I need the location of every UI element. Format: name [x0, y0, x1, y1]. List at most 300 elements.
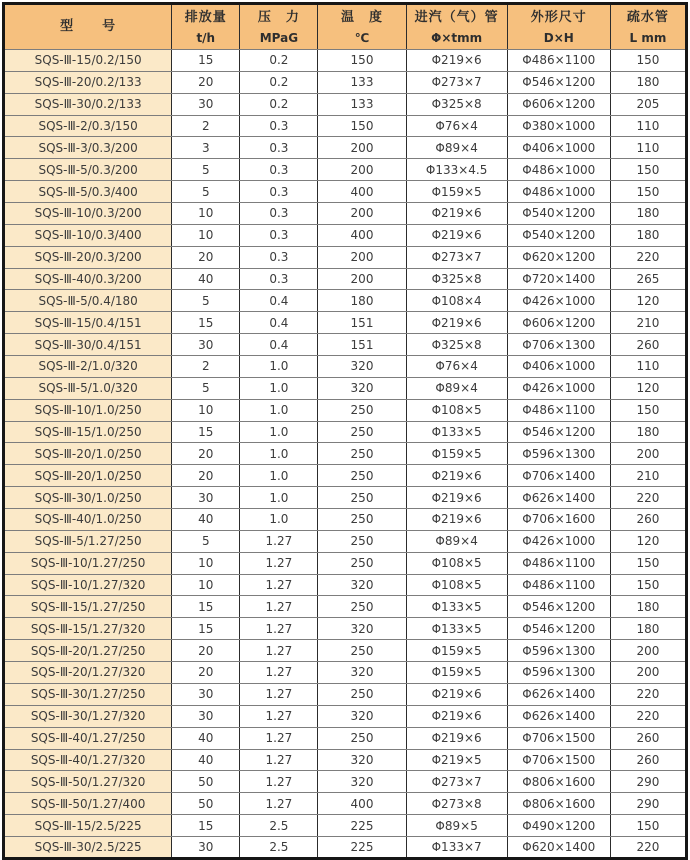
- cell-inlet_pipe: Φ219×6: [406, 50, 507, 72]
- cell-inlet_pipe: Φ219×6: [406, 203, 507, 225]
- col-header-drain-pipe: [610, 4, 686, 50]
- table-row: [4, 334, 687, 356]
- cell-model: SQS-Ⅲ-30/0.2/133: [4, 93, 172, 115]
- cell-inlet_pipe: Φ133×7: [406, 836, 507, 858]
- cell-temperature: 250: [318, 509, 406, 531]
- cell-capacity: 5: [172, 181, 240, 203]
- cell-capacity: 15: [172, 421, 240, 443]
- cell-pressure: 1.0: [240, 421, 318, 443]
- cell-temperature: 320: [318, 618, 406, 640]
- cell-inlet_pipe: Φ273×7: [406, 771, 507, 793]
- cell-temperature: 250: [318, 399, 406, 421]
- cell-model: SQS-Ⅲ-5/1.0/320: [4, 377, 172, 399]
- cell-pressure: 1.27: [240, 640, 318, 662]
- cell-pressure: 1.27: [240, 705, 318, 727]
- cell-temperature: 320: [318, 662, 406, 684]
- cell-inlet_pipe: Φ219×6: [406, 224, 507, 246]
- cell-drain_pipe: 180: [610, 596, 686, 618]
- cell-dimensions: Φ606×1200: [507, 93, 610, 115]
- cell-dimensions: Φ596×1300: [507, 662, 610, 684]
- cell-capacity: 15: [172, 50, 240, 72]
- cell-dimensions: Φ546×1200: [507, 421, 610, 443]
- table-row: [4, 530, 687, 552]
- cell-drain_pipe: 260: [610, 749, 686, 771]
- cell-inlet_pipe: Φ219×6: [406, 705, 507, 727]
- cell-drain_pipe: 220: [610, 487, 686, 509]
- cell-drain_pipe: 150: [610, 399, 686, 421]
- cell-capacity: 5: [172, 290, 240, 312]
- cell-drain_pipe: 110: [610, 115, 686, 137]
- cell-pressure: 1.0: [240, 356, 318, 378]
- cell-temperature: 250: [318, 552, 406, 574]
- cell-temperature: 320: [318, 574, 406, 596]
- cell-pressure: 0.3: [240, 268, 318, 290]
- cell-temperature: 133: [318, 71, 406, 93]
- table-row: [4, 749, 687, 771]
- cell-dimensions: Φ706×1300: [507, 334, 610, 356]
- cell-pressure: 0.2: [240, 50, 318, 72]
- table-row: [4, 290, 687, 312]
- cell-capacity: 15: [172, 312, 240, 334]
- cell-capacity: 5: [172, 159, 240, 181]
- cell-dimensions: Φ806×1600: [507, 771, 610, 793]
- col-header-inlet-pipe-unit: Φ×tmm: [431, 30, 483, 45]
- cell-inlet_pipe: Φ159×5: [406, 662, 507, 684]
- cell-drain_pipe: 220: [610, 836, 686, 858]
- cell-temperature: 400: [318, 793, 406, 815]
- cell-model: SQS-Ⅲ-15/2.5/225: [4, 815, 172, 837]
- cell-pressure: 0.3: [240, 159, 318, 181]
- cell-dimensions: Φ626×1400: [507, 487, 610, 509]
- cell-inlet_pipe: Φ89×4: [406, 530, 507, 552]
- col-header-dimensions-unit: D×H: [543, 30, 574, 45]
- cell-temperature: 150: [318, 115, 406, 137]
- cell-capacity: 10: [172, 224, 240, 246]
- cell-drain_pipe: 290: [610, 771, 686, 793]
- cell-drain_pipe: 200: [610, 662, 686, 684]
- cell-inlet_pipe: Φ108×5: [406, 399, 507, 421]
- table-row: [4, 312, 687, 334]
- cell-capacity: 50: [172, 793, 240, 815]
- cell-drain_pipe: 150: [610, 159, 686, 181]
- cell-pressure: 0.3: [240, 224, 318, 246]
- cell-drain_pipe: 290: [610, 793, 686, 815]
- cell-temperature: 151: [318, 312, 406, 334]
- col-header-dimensions: [507, 4, 610, 50]
- cell-capacity: 30: [172, 836, 240, 858]
- table-row: [4, 574, 687, 596]
- cell-model: SQS-Ⅲ-5/1.27/250: [4, 530, 172, 552]
- cell-inlet_pipe: Φ133×5: [406, 596, 507, 618]
- cell-capacity: 30: [172, 93, 240, 115]
- cell-model: SQS-Ⅲ-40/0.3/200: [4, 268, 172, 290]
- col-header-capacity-unit: t/h: [196, 30, 216, 45]
- cell-dimensions: Φ486×1000: [507, 181, 610, 203]
- cell-dimensions: Φ406×1000: [507, 137, 610, 159]
- cell-pressure: 1.0: [240, 377, 318, 399]
- cell-capacity: 15: [172, 815, 240, 837]
- cell-inlet_pipe: Φ219×6: [406, 312, 507, 334]
- cell-temperature: 200: [318, 203, 406, 225]
- table-row: [4, 159, 687, 181]
- cell-pressure: 0.3: [240, 203, 318, 225]
- cell-drain_pipe: 150: [610, 552, 686, 574]
- cell-temperature: 400: [318, 224, 406, 246]
- cell-pressure: 1.27: [240, 530, 318, 552]
- cell-drain_pipe: 210: [610, 312, 686, 334]
- table-row: [4, 50, 687, 72]
- cell-capacity: 10: [172, 203, 240, 225]
- table-row: [4, 203, 687, 225]
- cell-inlet_pipe: Φ273×7: [406, 246, 507, 268]
- cell-pressure: 1.27: [240, 793, 318, 815]
- table-row: [4, 683, 687, 705]
- cell-inlet_pipe: Φ159×5: [406, 443, 507, 465]
- cell-capacity: 10: [172, 399, 240, 421]
- cell-inlet_pipe: Φ219×6: [406, 465, 507, 487]
- cell-model: SQS-Ⅲ-15/1.27/320: [4, 618, 172, 640]
- table-row: [4, 93, 687, 115]
- cell-temperature: 180: [318, 290, 406, 312]
- cell-temperature: 320: [318, 705, 406, 727]
- cell-inlet_pipe: Φ76×4: [406, 115, 507, 137]
- cell-temperature: 250: [318, 487, 406, 509]
- table-row: [4, 181, 687, 203]
- cell-model: SQS-Ⅲ-40/1.27/320: [4, 749, 172, 771]
- table-row: [4, 356, 687, 378]
- cell-drain_pipe: 200: [610, 640, 686, 662]
- cell-temperature: 400: [318, 181, 406, 203]
- cell-model: SQS-Ⅲ-30/1.27/320: [4, 705, 172, 727]
- cell-dimensions: Φ720×1400: [507, 268, 610, 290]
- cell-model: SQS-Ⅲ-30/1.0/250: [4, 487, 172, 509]
- cell-drain_pipe: 120: [610, 377, 686, 399]
- cell-model: SQS-Ⅲ-20/1.0/250: [4, 465, 172, 487]
- cell-inlet_pipe: Φ219×6: [406, 683, 507, 705]
- cell-model: SQS-Ⅲ-20/1.27/250: [4, 640, 172, 662]
- cell-drain_pipe: 210: [610, 465, 686, 487]
- cell-inlet_pipe: Φ108×5: [406, 574, 507, 596]
- cell-inlet_pipe: Φ219×6: [406, 727, 507, 749]
- cell-capacity: 2: [172, 356, 240, 378]
- cell-temperature: 250: [318, 443, 406, 465]
- cell-temperature: 320: [318, 771, 406, 793]
- cell-pressure: 1.27: [240, 552, 318, 574]
- table-row: [4, 465, 687, 487]
- cell-dimensions: Φ490×1200: [507, 815, 610, 837]
- cell-pressure: 1.27: [240, 749, 318, 771]
- col-header-dimensions-title: 外形尺寸: [530, 10, 587, 26]
- cell-dimensions: Φ426×1000: [507, 377, 610, 399]
- cell-model: SQS-Ⅲ-3/0.3/200: [4, 137, 172, 159]
- table-row: [4, 771, 687, 793]
- cell-capacity: 20: [172, 443, 240, 465]
- cell-drain_pipe: 260: [610, 334, 686, 356]
- cell-drain_pipe: 110: [610, 356, 686, 378]
- cell-inlet_pipe: Φ89×4: [406, 137, 507, 159]
- cell-dimensions: Φ540×1200: [507, 224, 610, 246]
- cell-temperature: 320: [318, 377, 406, 399]
- cell-temperature: 225: [318, 836, 406, 858]
- cell-capacity: 20: [172, 71, 240, 93]
- cell-pressure: 1.0: [240, 509, 318, 531]
- table-row: [4, 246, 687, 268]
- cell-temperature: 200: [318, 268, 406, 290]
- cell-pressure: 1.27: [240, 771, 318, 793]
- table-row: [4, 509, 687, 531]
- cell-model: SQS-Ⅲ-30/1.27/250: [4, 683, 172, 705]
- col-header-model: [4, 4, 172, 50]
- cell-inlet_pipe: Φ325×8: [406, 334, 507, 356]
- cell-inlet_pipe: Φ133×5: [406, 421, 507, 443]
- spec-table: [2, 2, 688, 860]
- cell-dimensions: Φ486×1100: [507, 574, 610, 596]
- cell-temperature: 250: [318, 465, 406, 487]
- cell-drain_pipe: 265: [610, 268, 686, 290]
- table-row: [4, 268, 687, 290]
- cell-inlet_pipe: Φ89×4: [406, 377, 507, 399]
- cell-model: SQS-Ⅲ-5/0.3/200: [4, 159, 172, 181]
- cell-drain_pipe: 180: [610, 71, 686, 93]
- cell-dimensions: Φ706×1500: [507, 749, 610, 771]
- cell-pressure: 0.3: [240, 137, 318, 159]
- cell-model: SQS-Ⅲ-10/1.0/250: [4, 399, 172, 421]
- cell-dimensions: Φ706×1600: [507, 509, 610, 531]
- cell-dimensions: Φ706×1400: [507, 465, 610, 487]
- cell-pressure: 1.27: [240, 596, 318, 618]
- cell-drain_pipe: 180: [610, 618, 686, 640]
- col-header-pressure-title: 压 力: [257, 10, 300, 26]
- table-row: [4, 727, 687, 749]
- cell-dimensions: Φ606×1200: [507, 312, 610, 334]
- cell-capacity: 30: [172, 334, 240, 356]
- cell-capacity: 50: [172, 771, 240, 793]
- cell-drain_pipe: 150: [610, 181, 686, 203]
- cell-capacity: 20: [172, 662, 240, 684]
- cell-drain_pipe: 220: [610, 705, 686, 727]
- cell-pressure: 0.4: [240, 312, 318, 334]
- cell-drain_pipe: 220: [610, 683, 686, 705]
- cell-pressure: 0.3: [240, 181, 318, 203]
- cell-capacity: 40: [172, 509, 240, 531]
- cell-drain_pipe: 180: [610, 224, 686, 246]
- cell-inlet_pipe: Φ219×5: [406, 749, 507, 771]
- cell-model: SQS-Ⅲ-30/0.4/151: [4, 334, 172, 356]
- cell-capacity: 5: [172, 377, 240, 399]
- table-row: [4, 793, 687, 815]
- cell-dimensions: Φ380×1000: [507, 115, 610, 137]
- cell-dimensions: Φ620×1400: [507, 836, 610, 858]
- cell-dimensions: Φ596×1300: [507, 443, 610, 465]
- cell-drain_pipe: 180: [610, 203, 686, 225]
- table-row: [4, 705, 687, 727]
- cell-drain_pipe: 120: [610, 290, 686, 312]
- table-row: [4, 662, 687, 684]
- cell-pressure: 1.27: [240, 618, 318, 640]
- cell-pressure: 0.3: [240, 246, 318, 268]
- cell-pressure: 0.4: [240, 290, 318, 312]
- cell-drain_pipe: 200: [610, 443, 686, 465]
- cell-capacity: 15: [172, 596, 240, 618]
- cell-model: SQS-Ⅲ-2/1.0/320: [4, 356, 172, 378]
- cell-dimensions: Φ486×1100: [507, 552, 610, 574]
- table-row: [4, 552, 687, 574]
- cell-temperature: 150: [318, 50, 406, 72]
- table-row: [4, 443, 687, 465]
- cell-drain_pipe: 205: [610, 93, 686, 115]
- cell-model: SQS-Ⅲ-2/0.3/150: [4, 115, 172, 137]
- cell-capacity: 40: [172, 727, 240, 749]
- cell-temperature: 320: [318, 356, 406, 378]
- cell-drain_pipe: 220: [610, 246, 686, 268]
- cell-pressure: 0.2: [240, 71, 318, 93]
- cell-inlet_pipe: Φ273×7: [406, 71, 507, 93]
- cell-model: SQS-Ⅲ-20/1.0/250: [4, 443, 172, 465]
- cell-temperature: 250: [318, 683, 406, 705]
- cell-capacity: 15: [172, 618, 240, 640]
- spec-table-container: [2, 2, 688, 857]
- cell-model: SQS-Ⅲ-20/0.3/200: [4, 246, 172, 268]
- cell-pressure: 1.0: [240, 487, 318, 509]
- cell-drain_pipe: 150: [610, 815, 686, 837]
- cell-capacity: 10: [172, 574, 240, 596]
- table-row: [4, 399, 687, 421]
- cell-drain_pipe: 180: [610, 421, 686, 443]
- cell-pressure: 1.27: [240, 727, 318, 749]
- cell-capacity: 30: [172, 487, 240, 509]
- cell-capacity: 2: [172, 115, 240, 137]
- cell-temperature: 250: [318, 530, 406, 552]
- table-row: [4, 377, 687, 399]
- table-row: [4, 137, 687, 159]
- cell-dimensions: Φ540×1200: [507, 203, 610, 225]
- cell-pressure: 2.5: [240, 815, 318, 837]
- cell-pressure: 1.27: [240, 574, 318, 596]
- cell-inlet_pipe: Φ89×5: [406, 815, 507, 837]
- cell-dimensions: Φ706×1500: [507, 727, 610, 749]
- table-header: [4, 4, 687, 50]
- table-row: [4, 487, 687, 509]
- cell-capacity: 40: [172, 268, 240, 290]
- cell-model: SQS-Ⅲ-15/1.0/250: [4, 421, 172, 443]
- cell-pressure: 1.27: [240, 683, 318, 705]
- col-header-inlet-pipe-title: 进汽（气）管: [414, 10, 499, 26]
- cell-inlet_pipe: Φ273×8: [406, 793, 507, 815]
- cell-capacity: 5: [172, 530, 240, 552]
- col-header-inlet-pipe: [406, 4, 507, 50]
- cell-pressure: 1.0: [240, 399, 318, 421]
- table-row: [4, 640, 687, 662]
- cell-dimensions: Φ806×1600: [507, 793, 610, 815]
- cell-inlet_pipe: Φ325×8: [406, 93, 507, 115]
- cell-model: SQS-Ⅲ-10/0.3/200: [4, 203, 172, 225]
- cell-temperature: 225: [318, 815, 406, 837]
- cell-drain_pipe: 260: [610, 727, 686, 749]
- cell-capacity: 10: [172, 552, 240, 574]
- col-header-model-title: 型 号: [60, 18, 117, 34]
- cell-model: SQS-Ⅲ-10/1.27/250: [4, 552, 172, 574]
- col-header-temperature: [318, 4, 406, 50]
- table-row: [4, 596, 687, 618]
- cell-capacity: 20: [172, 640, 240, 662]
- table-row: [4, 815, 687, 837]
- cell-inlet_pipe: Φ325×8: [406, 268, 507, 290]
- table-row: [4, 115, 687, 137]
- cell-capacity: 30: [172, 705, 240, 727]
- cell-temperature: 250: [318, 596, 406, 618]
- cell-model: SQS-Ⅲ-5/0.3/400: [4, 181, 172, 203]
- cell-capacity: 3: [172, 137, 240, 159]
- cell-temperature: 200: [318, 137, 406, 159]
- cell-dimensions: Φ596×1300: [507, 640, 610, 662]
- cell-model: SQS-Ⅲ-5/0.4/180: [4, 290, 172, 312]
- cell-inlet_pipe: Φ133×4.5: [406, 159, 507, 181]
- cell-dimensions: Φ626×1400: [507, 705, 610, 727]
- cell-pressure: 0.3: [240, 115, 318, 137]
- cell-dimensions: Φ426×1000: [507, 290, 610, 312]
- cell-model: SQS-Ⅲ-50/1.27/400: [4, 793, 172, 815]
- cell-temperature: 250: [318, 640, 406, 662]
- cell-dimensions: Φ426×1000: [507, 530, 610, 552]
- table-row: [4, 224, 687, 246]
- cell-capacity: 40: [172, 749, 240, 771]
- col-header-temperature-title: 温 度: [340, 10, 383, 26]
- cell-dimensions: Φ626×1400: [507, 683, 610, 705]
- cell-temperature: 320: [318, 749, 406, 771]
- cell-dimensions: Φ406×1000: [507, 356, 610, 378]
- cell-temperature: 133: [318, 93, 406, 115]
- col-header-pressure-unit: MPaG: [259, 30, 299, 45]
- cell-pressure: 1.27: [240, 662, 318, 684]
- cell-temperature: 200: [318, 246, 406, 268]
- cell-capacity: 20: [172, 465, 240, 487]
- cell-dimensions: Φ486×1000: [507, 159, 610, 181]
- cell-pressure: 0.4: [240, 334, 318, 356]
- cell-drain_pipe: 260: [610, 509, 686, 531]
- cell-capacity: 20: [172, 246, 240, 268]
- cell-dimensions: Φ486×1100: [507, 399, 610, 421]
- cell-inlet_pipe: Φ219×6: [406, 509, 507, 531]
- cell-dimensions: Φ486×1100: [507, 50, 610, 72]
- cell-dimensions: Φ546×1200: [507, 596, 610, 618]
- cell-inlet_pipe: Φ108×5: [406, 552, 507, 574]
- cell-inlet_pipe: Φ133×5: [406, 618, 507, 640]
- cell-model: SQS-Ⅲ-20/1.27/320: [4, 662, 172, 684]
- col-header-temperature-unit: ℃: [354, 30, 370, 45]
- cell-model: SQS-Ⅲ-15/1.27/250: [4, 596, 172, 618]
- cell-model: SQS-Ⅲ-15/0.4/151: [4, 312, 172, 334]
- cell-pressure: 1.0: [240, 443, 318, 465]
- cell-drain_pipe: 150: [610, 50, 686, 72]
- cell-dimensions: Φ620×1200: [507, 246, 610, 268]
- cell-model: SQS-Ⅲ-40/1.27/250: [4, 727, 172, 749]
- col-header-drain-pipe-title: 疏水管: [626, 10, 669, 26]
- cell-drain_pipe: 120: [610, 530, 686, 552]
- cell-inlet_pipe: Φ159×5: [406, 181, 507, 203]
- cell-inlet_pipe: Φ76×4: [406, 356, 507, 378]
- col-header-drain-pipe-unit: L mm: [629, 30, 667, 45]
- table-row: [4, 618, 687, 640]
- cell-model: SQS-Ⅲ-15/0.2/150: [4, 50, 172, 72]
- header-row: [4, 4, 687, 50]
- col-header-capacity: [172, 4, 240, 50]
- cell-pressure: 0.2: [240, 93, 318, 115]
- cell-model: SQS-Ⅲ-10/1.27/320: [4, 574, 172, 596]
- col-header-pressure: [240, 4, 318, 50]
- cell-inlet_pipe: Φ108×4: [406, 290, 507, 312]
- cell-model: SQS-Ⅲ-40/1.0/250: [4, 509, 172, 531]
- cell-temperature: 250: [318, 727, 406, 749]
